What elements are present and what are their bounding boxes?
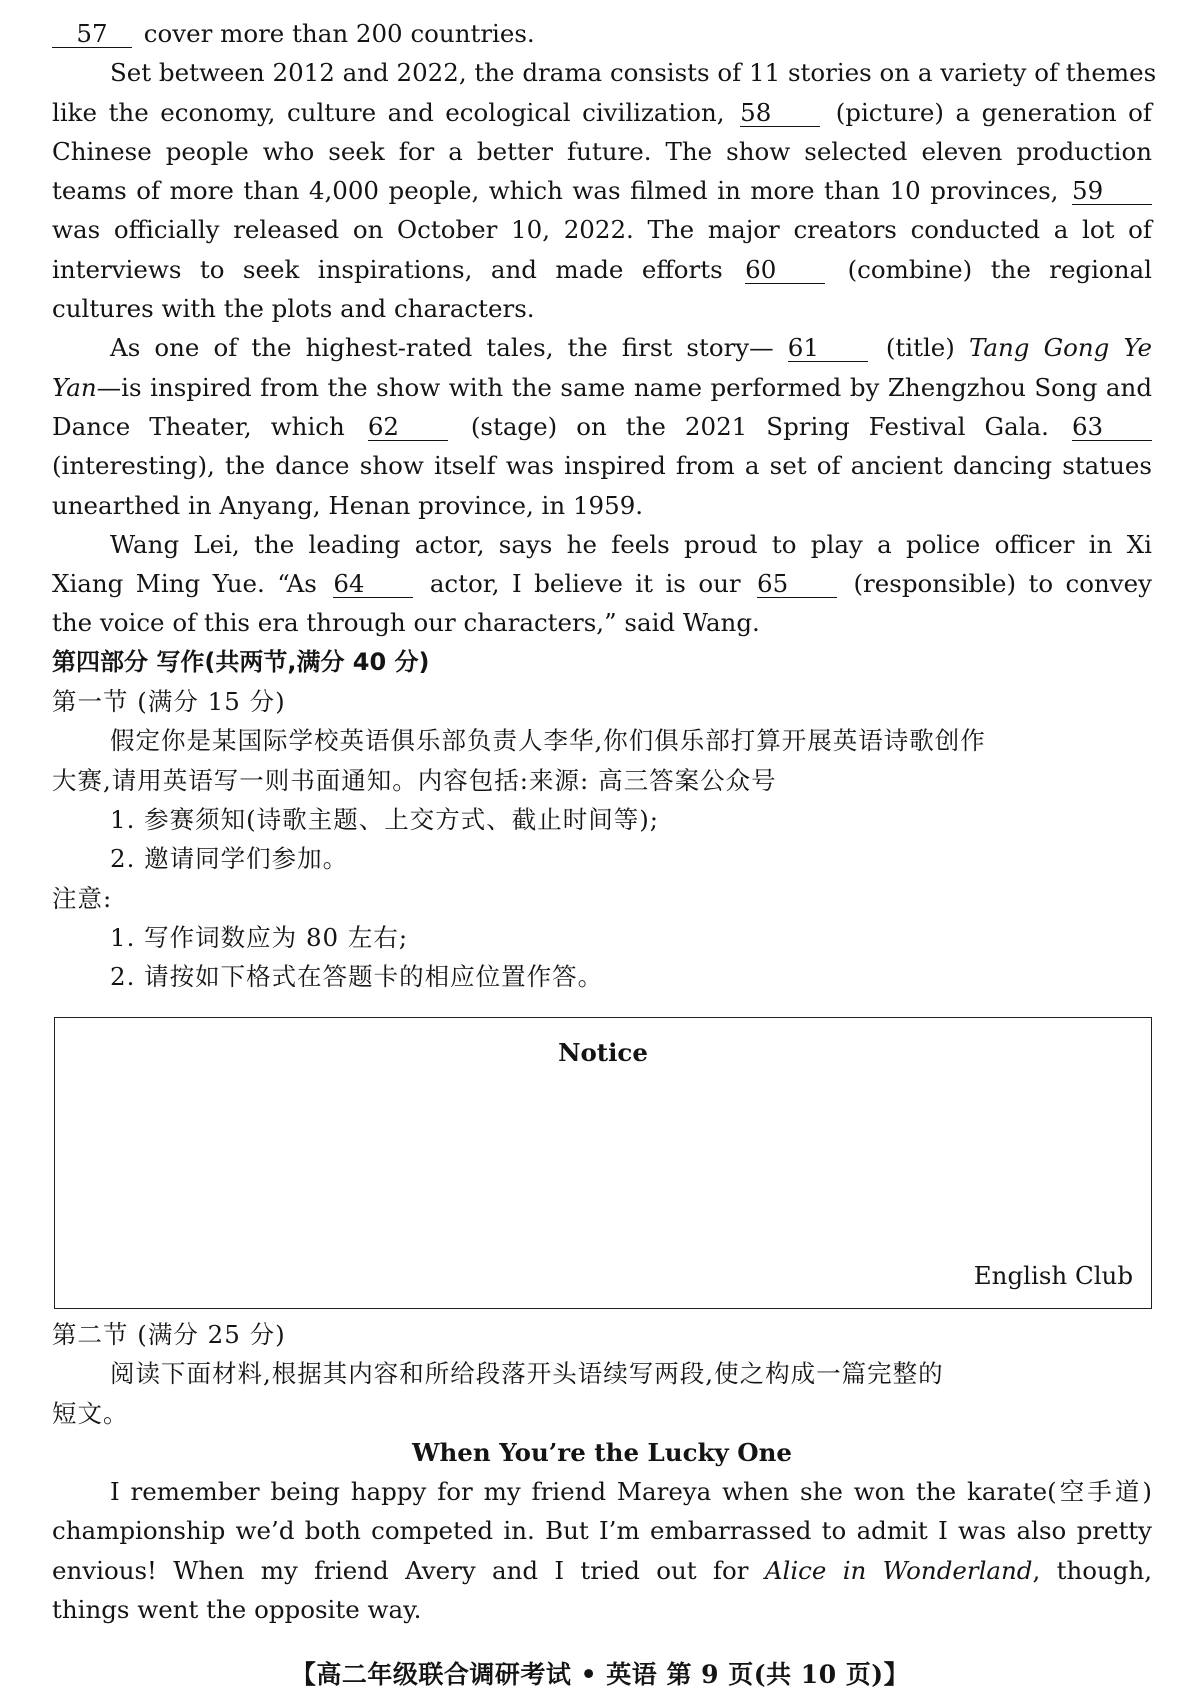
passage-text: like the economy, culture and ecological civilization, [52,97,725,127]
passage-line [52,93,1152,132]
story-line: I remember being happy for my friend Mareya when she won the karate(空手道) [110,1477,1152,1507]
task-text: 大赛,请用英语写一则书面通知。内容包括:来源: 高三答案公众号 [52,765,777,795]
passage-line: the voice of this era through our characters,” said Wang. [52,608,760,638]
note-item: 1. 写作词数应为 80 左右; [110,922,409,952]
passage-line [52,250,1152,289]
passage-line: unearthed in Anyang, Henan province, in 1959. [52,490,644,520]
blank-65: 65 [757,571,837,598]
passage-text: cover more than 200 countries. [143,19,535,48]
blank-64: 64 [333,571,413,598]
passage-text: (stage) on the 2021 Spring Festival Gala. [470,411,1049,441]
story-name: Tang Gong Ye [968,333,1152,363]
story-line [52,1551,1152,1590]
play-title: Alice in Wonderland [764,1555,1033,1585]
section-heading: 第一节 (满分 15 分) [52,687,286,717]
passage-line [52,564,1152,603]
task-item: 2. 邀请同学们参加。 [110,844,349,874]
passage-line [52,328,1152,367]
blank-62: 62 [368,414,448,441]
passage-text: teams of more than 4,000 people, which was filmed in more than 10 provinces, [52,176,1059,206]
story-line: things went the opposite way. [52,1595,422,1625]
passage-line: cultures with the plots and characters. [52,294,535,324]
passage-text: Dance Theater, which [52,411,345,441]
task-item: 1. 参赛须知(诗歌主题、上交方式、截止时间等); [110,804,660,834]
passage-line: Chinese people who seek for a better future. The show selected eleven production [52,136,1152,166]
passage-text: actor, I believe it is our [429,569,741,599]
note-label: 注意: [52,883,113,913]
passage-line: (interesting), the dance show itself was inspired from a set of ancient dancing statues [52,451,1152,481]
exam-page [52,14,1157,996]
task-text: 短文。 [52,1398,129,1428]
passage-text: —is inspired from the show with the same name performed by Zhengzhou Song and [96,372,1152,402]
blank-63: 63 [1072,414,1152,441]
blank-57: 57 [52,21,132,48]
task-text: 假定你是某国际学校英语俱乐部负责人李华,你们俱乐部打算开展英语诗歌创作 [110,726,986,756]
page-footer: 【高二年级联合调研考试 • 英语 第 9 页(共 10 页)】 [290,1660,910,1689]
passage-text: (title) [885,333,955,363]
blank-59: 59 [1072,178,1152,205]
story-line: championship we’d both competed in. But I’m embarrassed to admit I was also pretty [52,1516,1152,1546]
passage-text: Xiang Ming Yue. “As [52,569,317,599]
notice-title: Notice [558,1038,648,1067]
story-text: envious! When my friend Avery and I tried out for [52,1555,749,1585]
note-item: 2. 请按如下格式在答题卡的相应位置作答。 [110,962,604,992]
section-two [52,1315,1152,1629]
passage-text: (picture) a generation of [835,97,1153,127]
passage-text: As one of the highest-rated tales, the first story— [110,333,774,363]
passage-line [52,407,1152,446]
blank-58: 58 [740,100,820,127]
passage-text: interviews to seek inspirations, and made efforts [52,254,723,284]
task-text: 阅读下面材料,根据其内容和所给段落开头语续写两段,使之构成一篇完整的 [110,1359,944,1389]
blank-60: 60 [745,257,825,284]
passage-line: Wang Lei, the leading actor, says he feels proud to play a police officer in Xi [110,529,1152,559]
passage-text: (responsible) to convey [853,569,1152,599]
notice-answer-box [54,1017,1152,1309]
passage-line: Set between 2012 and 2022, the drama consists of 11 stories on a variety of themes [110,58,1157,88]
story-name: Yan [52,372,97,402]
passage-text: (combine) the regional [847,254,1152,284]
part-heading: 第四部分 写作(共两节,满分 40 分) [52,647,430,676]
passage-line [52,14,1152,53]
passage-line [52,171,1152,210]
section-heading: 第二节 (满分 25 分) [52,1320,286,1349]
story-title: When You’re the Lucky One [411,1437,792,1467]
notice-signature: English Club [973,1261,1133,1290]
passage-line [52,368,1152,407]
story-text: , though, [1032,1555,1153,1585]
passage-line: was officially released on October 10, 2022. The major creators conducted a lot of [52,215,1152,245]
blank-61: 61 [788,335,868,362]
